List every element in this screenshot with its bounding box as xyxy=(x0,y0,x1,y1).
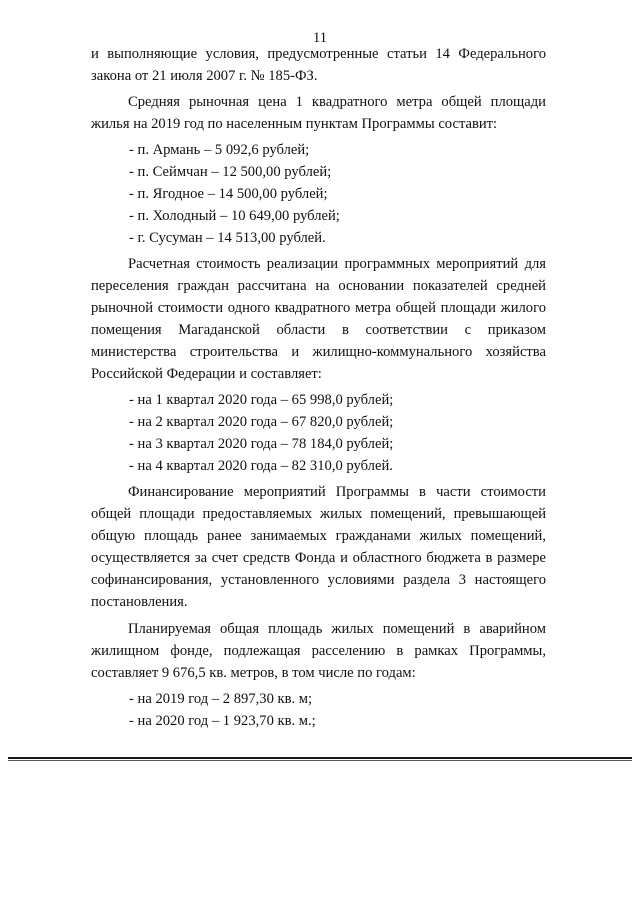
document-body xyxy=(91,43,546,732)
market-price-item-kholodny: - п. Холодный – 10 649,00 рублей; xyxy=(129,208,340,224)
footer-divider-secondary xyxy=(8,760,632,761)
planned-area-2020: - на 2020 год – 1 923,70 кв. м.; xyxy=(129,713,316,729)
market-price-item-susuman: - г. Сусуман – 14 513,00 рублей. xyxy=(129,230,326,246)
footer-divider xyxy=(8,757,632,759)
market-price-intro: Средняя рыночная цена 1 квадратного метра общей площади жилья на 2019 год по населенным пунктам Программы составит: xyxy=(91,94,546,132)
estimated-cost-intro: Расчетная стоимость реализации программных мероприятий для переселения граждан рассчитана на основании показателей средней рыночной стоимости одного квадратного метра общей площади жилого помещения Магаданской области в соответствии с приказом министерства строительства и жилищно-коммунального хозяйства Российской Федерации и составляет: xyxy=(91,256,546,382)
market-price-item-yagodnoe: - п. Ягодное – 14 500,00 рублей; xyxy=(129,186,328,202)
planned-area-intro: Планируемая общая площадь жилых помещений в аварийном жилищном фонде, подлежащая расселению в рамках Программы, составляет 9 676,5 кв. метров, в том числе по годам: xyxy=(91,621,546,681)
estimated-cost-q4: - на 4 квартал 2020 года – 82 310,0 рублей. xyxy=(129,458,393,474)
page-number: 11 xyxy=(313,30,327,46)
estimated-cost-q3: - на 3 квартал 2020 года – 78 184,0 рублей; xyxy=(129,436,394,452)
financing-paragraph: Финансирование мероприятий Программы в части стоимости общей площади предоставляемых жилых помещений, превышающей общую площадь ранее занимаемых гражданами жилых помещений, осуществляется за счет средств Фонда и областного бюджета в размере софинансирования, установленного условиями раздела 3 настоящего постановления. xyxy=(91,484,546,610)
estimated-cost-q2: - на 2 квартал 2020 года – 67 820,0 рублей; xyxy=(129,414,394,430)
market-price-item-seymchan: - п. Сеймчан – 12 500,00 рублей; xyxy=(129,164,332,180)
estimated-cost-q1: - на 1 квартал 2020 года – 65 998,0 рублей; xyxy=(129,392,394,408)
continuation-line-2: закона от 21 июля 2007 г. № 185-ФЗ. xyxy=(91,68,318,84)
continuation-line-1: и выполняющие условия, предусмотренные статьи 14 Федерального xyxy=(91,46,546,62)
planned-area-2019: - на 2019 год – 2 897,30 кв. м; xyxy=(129,691,313,707)
market-price-item-arman: - п. Армань – 5 092,6 рублей; xyxy=(129,142,310,158)
